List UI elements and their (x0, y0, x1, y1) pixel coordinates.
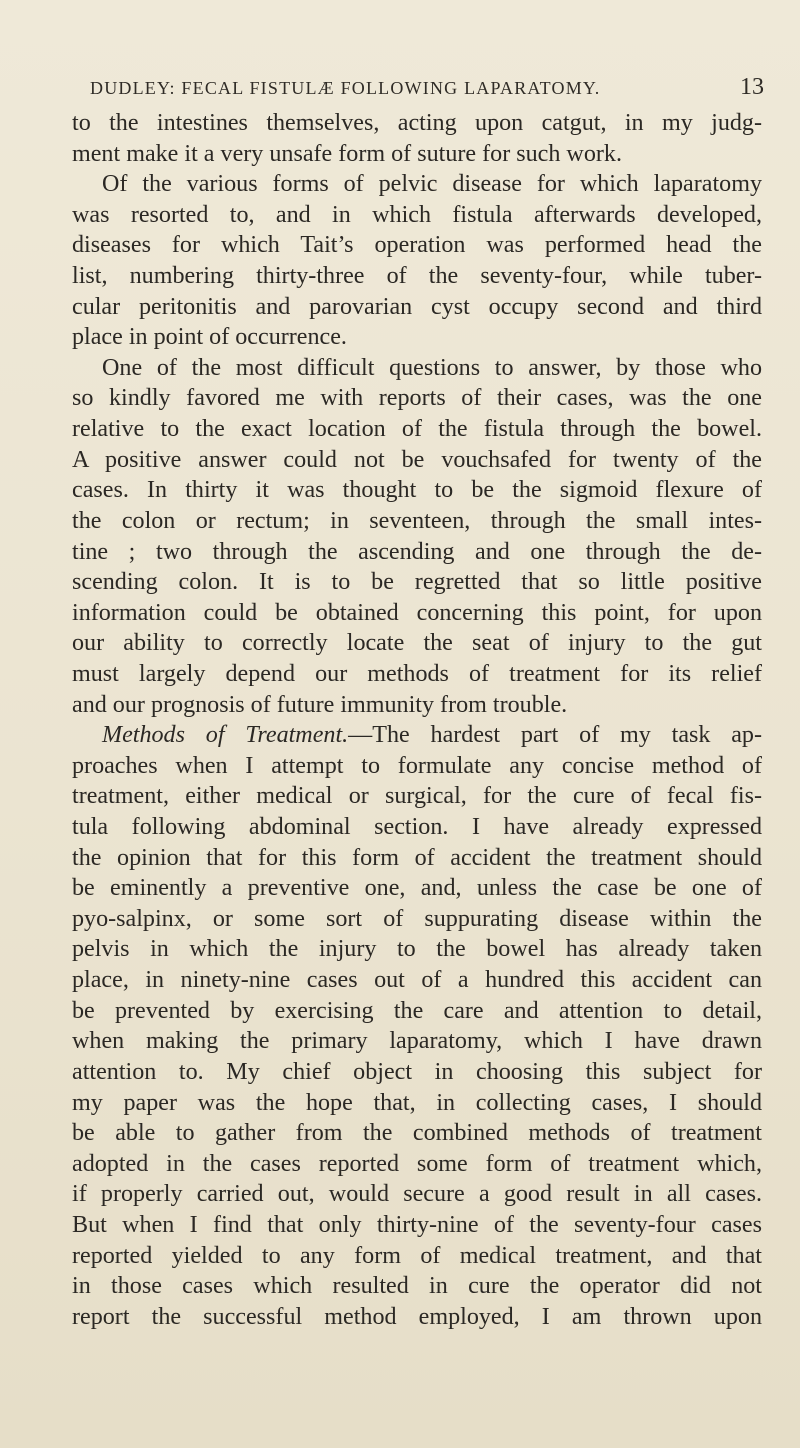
text-line: cular peritonitis and parovarian cyst occupy second and third (72, 293, 762, 320)
text-line: if properly carried out, would secure a good result in all cases. (72, 1181, 762, 1208)
text-line: Of the various forms of pelvic disease for which laparatomy (102, 171, 762, 198)
text-line: reported yielded to any form of medical treatment, and that (72, 1242, 762, 1269)
text-line: must largely depend our methods of treatment for its relief (72, 660, 762, 687)
text-line: my paper was the hope that, in collecting cases, I should (72, 1089, 762, 1116)
text-line: relative to the exact location of the fistula through the bowel. (72, 416, 762, 443)
section-heading-line (72, 720, 762, 751)
page-number: 13 (740, 74, 764, 100)
text-line: treatment, either medical or surgical, for the cure of fecal fis- (72, 783, 762, 810)
text-line: One of the most difficult questions to answer, by those who (102, 354, 762, 381)
body-text (72, 108, 762, 1332)
section-heading: Methods of Treatment. (102, 722, 349, 749)
text-line: ment make it a very unsafe form of suture for such work. (72, 140, 622, 167)
text-line: scending colon. It is to be regretted that so little positive (72, 569, 762, 596)
text-line: tula following abdominal section. I have already expressed (72, 814, 762, 841)
running-head: DUDLEY: FECAL FISTULÆ FOLLOWING LAPARATOMY. (90, 78, 601, 98)
text-line: list, numbering thirty-three of the seventy-four, while tuber- (72, 263, 762, 290)
text-line: A positive answer could not be vouchsafed for twenty of the (72, 446, 762, 473)
text-line: so kindly favored me with reports of their cases, was the one (72, 385, 762, 412)
text-line: place, in ninety-nine cases out of a hundred this accident can (72, 967, 762, 994)
text-line: pyo-salpinx, or some sort of suppurating disease within the (72, 905, 762, 932)
text-line: tine ; two through the ascending and one through the de- (72, 538, 762, 565)
text-line: the colon or rectum; in seventeen, through the small intes- (72, 507, 762, 534)
text-line: be prevented by exercising the care and attention to detail, (72, 997, 762, 1024)
text-line: our ability to correctly locate the seat of injury to the gut (72, 630, 762, 657)
text-line: information could be obtained concerning this point, for upon (72, 599, 762, 626)
text-line: proaches when I attempt to formulate any concise method of (72, 752, 762, 779)
text-line: to the intestines themselves, acting upon catgut, in my judg- (72, 110, 762, 136)
text-line: report the successful method employed, I am thrown upon (72, 1303, 762, 1330)
text-line: when making the primary laparatomy, which I have drawn (72, 1028, 762, 1055)
page-header (84, 74, 764, 108)
heading-continuation: —The hardest part of my task ap- (348, 722, 762, 749)
text-line: attention to. My chief object in choosing this subject for (72, 1058, 762, 1085)
text-line: place in point of occurrence. (72, 324, 347, 351)
text-line: and our prognosis of future immunity from trouble. (72, 691, 568, 718)
text-line: in those cases which resulted in cure the operator did not (72, 1273, 762, 1300)
text-line: diseases for which Tait’s operation was performed head the (72, 232, 762, 259)
text-line: was resorted to, and in which fistula afterwards developed, (72, 201, 762, 228)
text-line: be able to gather from the combined methods of treatment (72, 1120, 762, 1147)
text-line: pelvis in which the injury to the bowel has already taken (72, 936, 762, 963)
text-line: the opinion that for this form of accident the treatment should (72, 844, 762, 871)
text-line: adopted in the cases reported some form of treatment which, (72, 1150, 762, 1177)
text-line: But when I find that only thirty-nine of the seventy-four cases (72, 1211, 762, 1238)
text-line: cases. In thirty it was thought to be the sigmoid flexure of (72, 477, 762, 504)
text-line: be eminently a preventive one, and, unless the case be one of (72, 875, 762, 902)
